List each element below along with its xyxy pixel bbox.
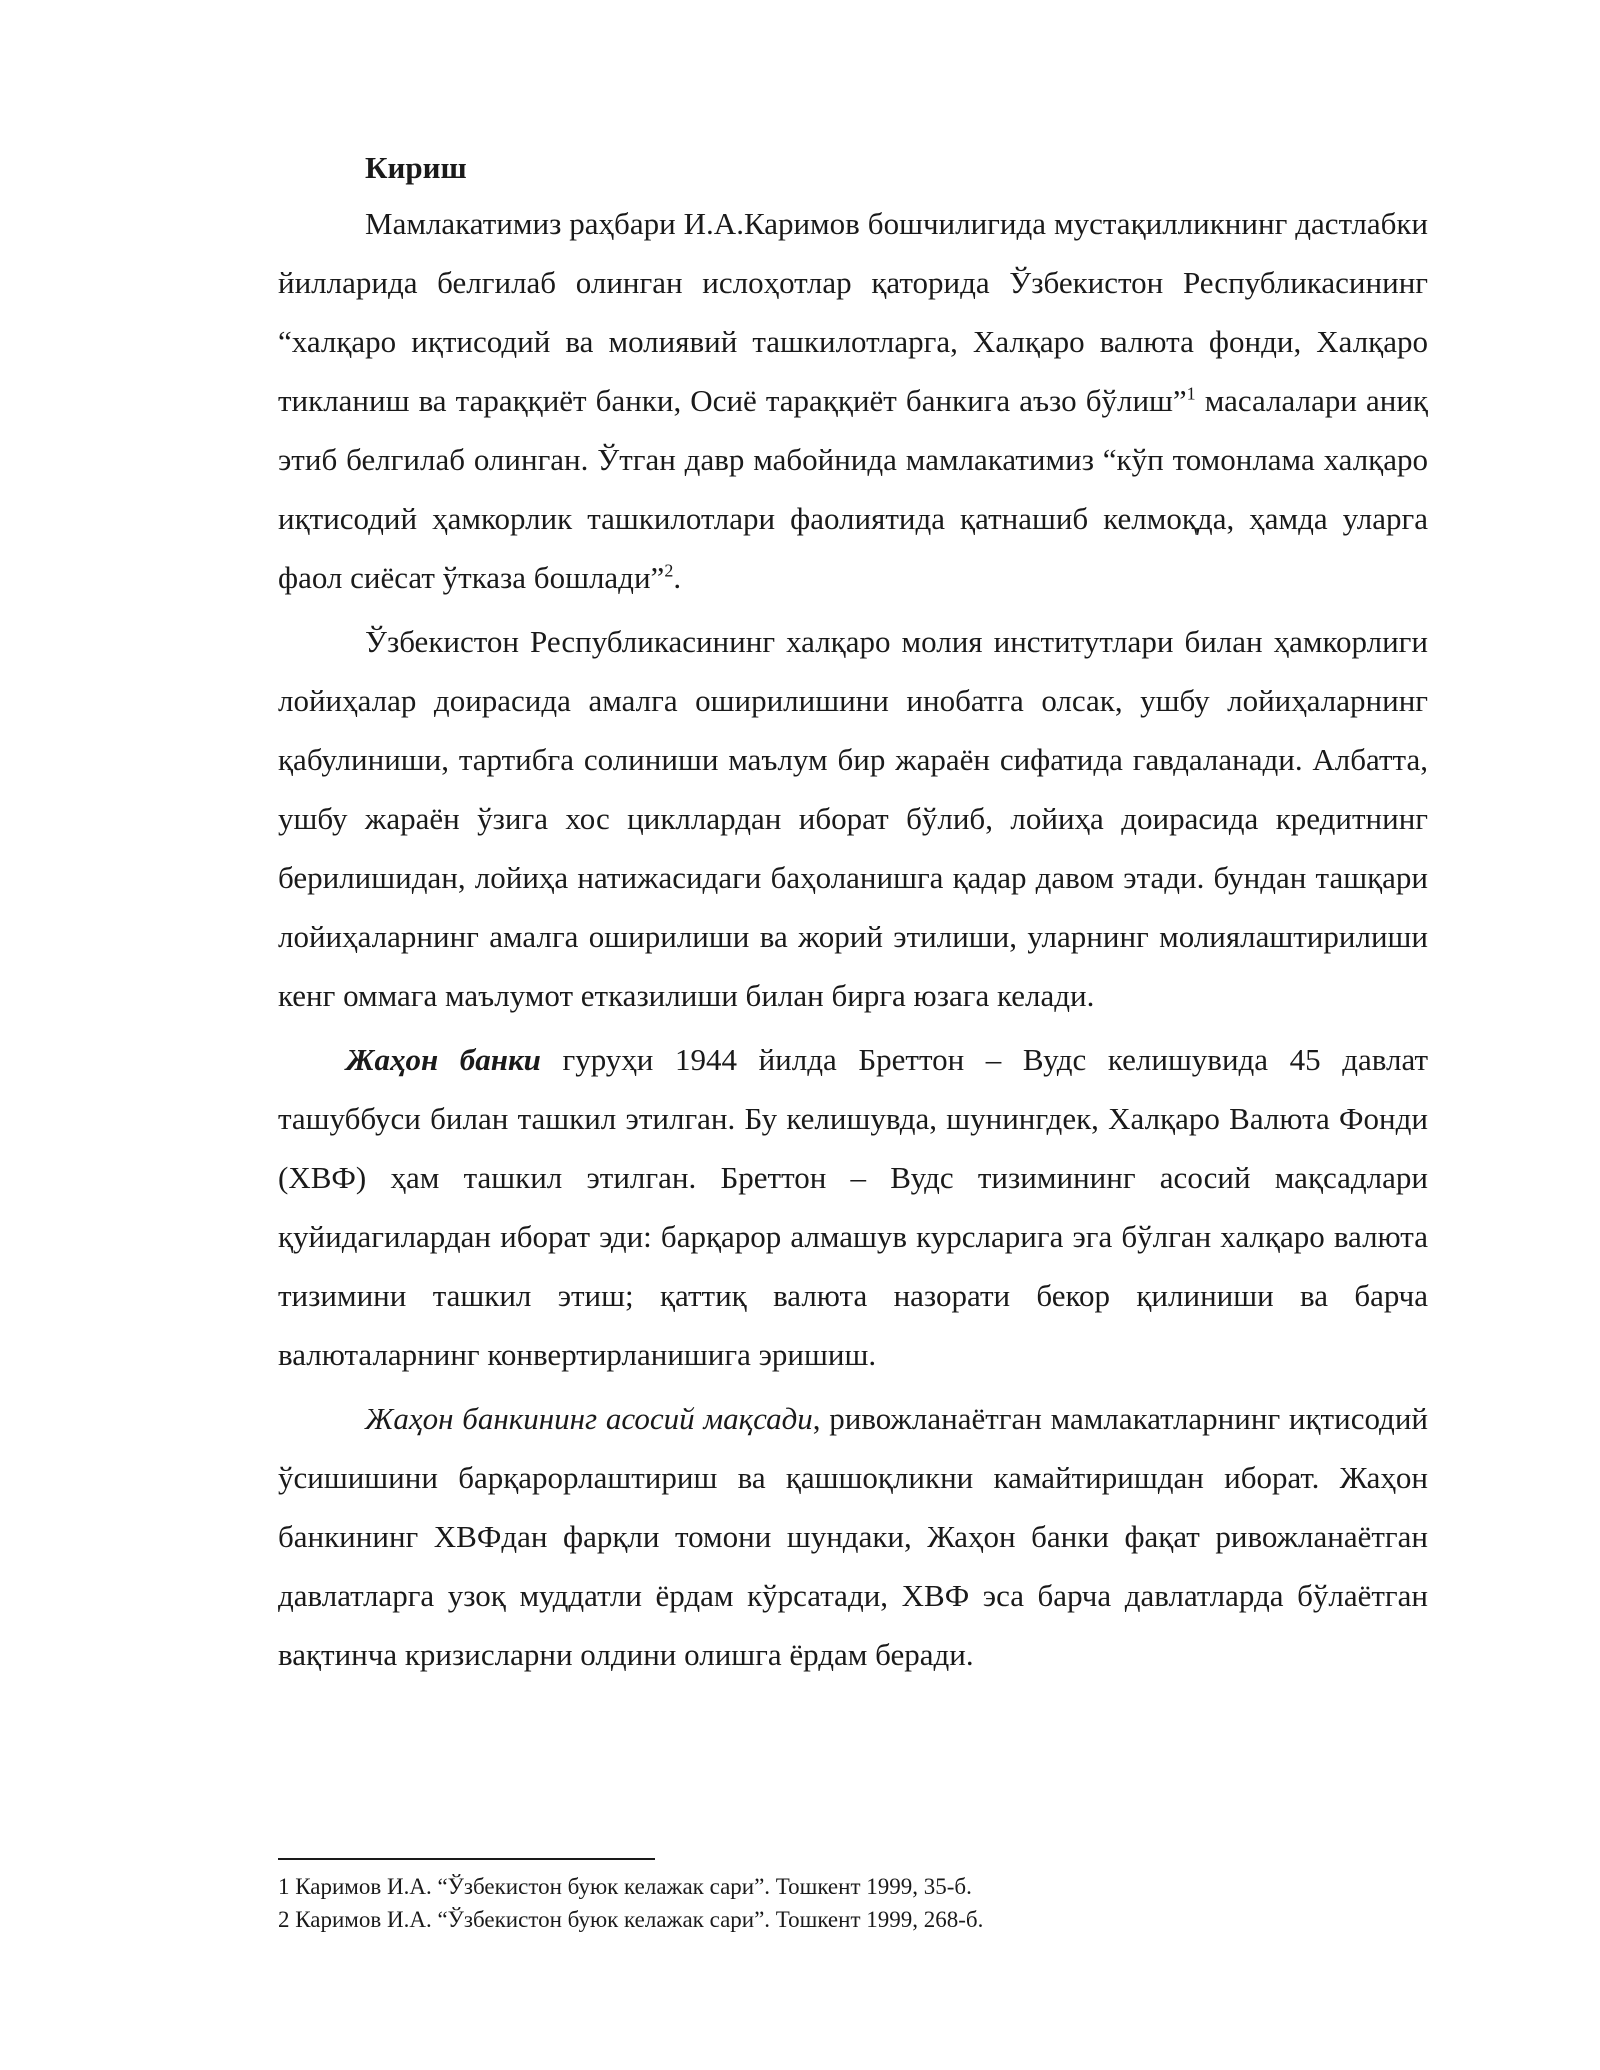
paragraph-1 — [278, 194, 1428, 607]
paragraph-1-text-b: масалалари аниқ этиб белгилаб олинган. Ўтган давр мабойнида мамлакатимиз “кўп томонлама халқаро иқтисодий ҳамкорлик ташкилотлари фаолиятида қатнашиб келмоқда, ҳамда уларга фаол сиёсат ўтказа бошлади” — [278, 383, 1428, 595]
paragraph-4-lead: Жаҳон банкининг асосий мақсади — [365, 1401, 813, 1436]
paragraph-4-text: , ривожланаётган мамлакатларнинг иқтисодий ўсишишини барқарорлаштириш ва қашшоқликни камайтиришдан иборат. Жаҳон банкининг ХВФдан фарқли томони шундаки, Жаҳон банки фақат ривожланаётган давлатларга узоқ муддатли ёрдам кўрсатади, ХВФ эса барча давлатларда бўлаётган вақтинча кризисларни олдини олишга ёрдам беради. — [278, 1401, 1429, 1672]
footnote-ref-1[interactable]: 1 — [1186, 383, 1196, 404]
footnote-ref-2[interactable]: 2 — [664, 560, 674, 581]
section-heading: Кириш — [365, 150, 467, 185]
paragraph-3-text: гуруҳи 1944 йилда Бреттон – Вудс келишувида 45 давлат ташуббуси билан ташкил этилган. Бу келишувда, шунингдек, Халқаро Валюта Фонди (ХВФ) ҳам ташкил этилган. Бреттон – Вудс тизимининг асосий мақсадлари қуйидагилардан иборат эди: барқарор алмашув курсларига эга бўлган халқаро валюта тизимини ташкил этиш; қаттиқ валюта назорати бекор қилиниши ва барча валюталарнинг конвертирланишига эришиш. — [278, 1042, 1428, 1372]
paragraph-2: Ўзбекистон Республикасининг халқаро молия институтлари билан ҳамкорлиги лойиҳалар доирасида амалга оширилишини инобатга олсак, ушбу лойиҳаларнинг қабулиниши, тартибга солиниши маълум бир жараён сифатида гавдаланади. Албатта, ушбу жараён ўзига хос цикллардан иборат бўлиб, лойиҳа доирасида кредитнинг берилишидан, лойиҳа натижасидаги баҳоланишга қадар давом этади. бундан ташқари лойиҳаларнинг амалга оширилиши ва жорий этилиши, уларнинг молиялаштирилиши кенг оммага маълумот етказилиши билан бирга юзага келади. — [278, 624, 1428, 1013]
paragraph-3-lead: Жаҳон банки — [346, 1042, 541, 1077]
body-text — [278, 142, 1428, 1684]
paragraph-3 — [278, 1030, 1428, 1384]
footnotes — [278, 1870, 1428, 1936]
footnote-2: 2 Каримов И.А. “Ўзбекистон буюк келажак сари”. Тошкент 1999, 268-б. — [278, 1907, 984, 1932]
paragraph-1-text-c: . — [673, 560, 682, 595]
paragraph-1-text-a: Мамлакатимиз раҳбари И.А.Каримов бошчилигида мустақилликнинг дастлабки йилларида белгилаб олинган ислоҳотлар қаторида Ўзбекистон Республикасининг “халқаро иқтисодий ва молиявий ташкилотларга, Халқаро валюта фонди, Халқаро тикланиш ва тараққиёт банки, Осиё тараққиёт банкига аъзо бўлиш” — [278, 206, 1428, 418]
footnote-1: 1 Каримов И.А. “Ўзбекистон буюк келажак сари”. Тошкент 1999, 35-б. — [278, 1874, 972, 1899]
paragraph-4 — [278, 1389, 1428, 1684]
footnote-divider — [278, 1858, 655, 1860]
